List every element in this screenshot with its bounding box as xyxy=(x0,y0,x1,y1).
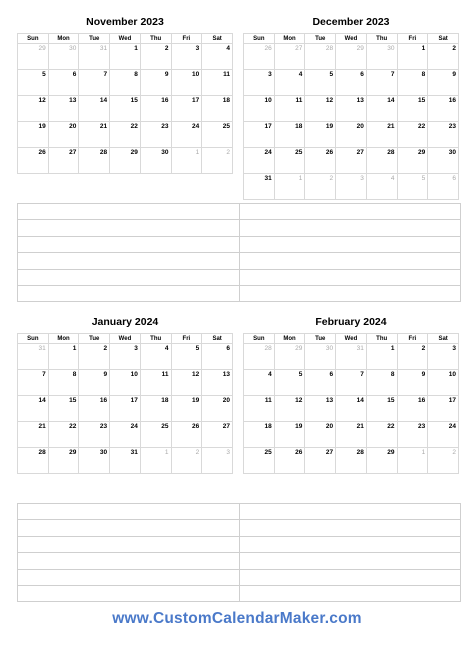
day-cell: 14 xyxy=(79,96,110,122)
week-row xyxy=(244,370,459,396)
day-cell: 31 xyxy=(244,174,275,200)
day-cell: 19 xyxy=(274,422,305,448)
day-cell: 27 xyxy=(336,148,367,174)
month-title: February 2024 xyxy=(315,316,387,328)
day-cell: 14 xyxy=(366,96,397,122)
calendar-grid xyxy=(243,33,459,200)
day-cell-outside-month: 29 xyxy=(274,344,305,370)
weekday-header: Thu xyxy=(140,334,171,344)
day-cell: 4 xyxy=(202,44,233,70)
day-cell: 8 xyxy=(366,370,397,396)
weekday-header: Sat xyxy=(202,34,233,44)
day-cell: 2 xyxy=(428,44,459,70)
day-cell: 1 xyxy=(366,344,397,370)
day-cell-outside-month: 5 xyxy=(397,174,428,200)
weekday-header: Thu xyxy=(140,34,171,44)
day-cell: 1 xyxy=(110,44,141,70)
day-cell: 20 xyxy=(305,422,336,448)
day-cell: 8 xyxy=(397,70,428,96)
weekday-header: Tue xyxy=(305,34,336,44)
day-cell: 22 xyxy=(366,422,397,448)
day-cell-outside-month: 30 xyxy=(48,44,79,70)
notes-row xyxy=(18,204,460,220)
day-cell-outside-month: 26 xyxy=(244,44,275,70)
calendar-grid xyxy=(17,333,233,474)
day-cell: 17 xyxy=(110,396,141,422)
day-cell: 25 xyxy=(202,122,233,148)
day-cell: 8 xyxy=(110,70,141,96)
notes-row xyxy=(18,570,460,586)
day-cell-outside-month: 29 xyxy=(18,44,49,70)
week-row xyxy=(244,44,459,70)
notes-row xyxy=(18,553,460,569)
weekday-header: Mon xyxy=(48,34,79,44)
day-cell: 13 xyxy=(202,370,233,396)
day-cell: 1 xyxy=(48,344,79,370)
weekday-header: Fri xyxy=(171,334,202,344)
month-calendar-january-2024 xyxy=(17,314,233,474)
week-row xyxy=(244,448,459,474)
day-cell: 5 xyxy=(305,70,336,96)
weekday-header: Sun xyxy=(244,334,275,344)
notes-row xyxy=(18,270,460,286)
day-cell-outside-month: 2 xyxy=(202,148,233,174)
notes-row xyxy=(18,586,460,601)
day-cell-outside-month: 29 xyxy=(336,44,367,70)
week-row xyxy=(244,70,459,96)
weekday-header: Sat xyxy=(428,334,459,344)
weekday-header: Sun xyxy=(18,34,49,44)
day-cell: 18 xyxy=(140,396,171,422)
day-cell-outside-month: 30 xyxy=(366,44,397,70)
day-cell: 26 xyxy=(171,422,202,448)
day-cell: 9 xyxy=(397,370,428,396)
day-cell: 15 xyxy=(110,96,141,122)
day-cell: 19 xyxy=(18,122,49,148)
week-row xyxy=(244,148,459,174)
day-cell: 31 xyxy=(110,448,141,474)
day-cell: 10 xyxy=(110,370,141,396)
weekday-header: Tue xyxy=(79,34,110,44)
day-cell: 5 xyxy=(18,70,49,96)
weekday-header: Fri xyxy=(397,34,428,44)
day-cell: 16 xyxy=(397,396,428,422)
day-cell-outside-month: 2 xyxy=(428,448,459,474)
day-cell: 11 xyxy=(140,370,171,396)
day-cell: 17 xyxy=(428,396,459,422)
day-cell: 18 xyxy=(244,422,275,448)
weekday-header: Sat xyxy=(428,34,459,44)
day-cell: 25 xyxy=(140,422,171,448)
week-row xyxy=(18,344,233,370)
day-cell: 29 xyxy=(48,448,79,474)
day-cell: 28 xyxy=(79,148,110,174)
day-cell-outside-month: 1 xyxy=(274,174,305,200)
day-cell: 1 xyxy=(397,44,428,70)
notes-row xyxy=(18,220,460,236)
day-cell: 26 xyxy=(18,148,49,174)
day-cell: 7 xyxy=(366,70,397,96)
day-cell: 21 xyxy=(79,122,110,148)
day-cell: 14 xyxy=(18,396,49,422)
day-cell: 3 xyxy=(428,344,459,370)
day-cell: 21 xyxy=(336,422,367,448)
month-calendar-november-2023 xyxy=(17,14,233,174)
week-row xyxy=(18,122,233,148)
month-calendar-december-2023 xyxy=(243,14,459,200)
weekday-header: Wed xyxy=(336,334,367,344)
day-cell: 20 xyxy=(48,122,79,148)
day-cell-outside-month: 1 xyxy=(140,448,171,474)
day-cell-outside-month: 1 xyxy=(171,148,202,174)
day-cell: 25 xyxy=(244,448,275,474)
day-cell: 19 xyxy=(171,396,202,422)
day-cell-outside-month: 28 xyxy=(244,344,275,370)
day-cell: 26 xyxy=(274,448,305,474)
month-title: November 2023 xyxy=(86,16,164,28)
day-cell-outside-month: 31 xyxy=(79,44,110,70)
day-cell: 24 xyxy=(171,122,202,148)
month-title: December 2023 xyxy=(312,16,390,28)
day-cell: 16 xyxy=(79,396,110,422)
day-cell: 10 xyxy=(171,70,202,96)
day-cell: 28 xyxy=(366,148,397,174)
notes-row xyxy=(18,253,460,269)
week-row xyxy=(244,122,459,148)
weekday-header: Wed xyxy=(110,34,141,44)
weekday-header: Sat xyxy=(202,334,233,344)
day-cell: 24 xyxy=(110,422,141,448)
day-cell: 7 xyxy=(18,370,49,396)
day-cell: 23 xyxy=(428,122,459,148)
day-cell-outside-month: 6 xyxy=(428,174,459,200)
day-cell: 2 xyxy=(79,344,110,370)
week-row xyxy=(244,174,459,200)
day-cell: 17 xyxy=(171,96,202,122)
day-cell: 5 xyxy=(171,344,202,370)
notes-row xyxy=(18,286,460,301)
day-cell: 15 xyxy=(397,96,428,122)
weekday-header: Wed xyxy=(110,334,141,344)
weekday-header: Wed xyxy=(336,34,367,44)
day-cell-outside-month: 27 xyxy=(274,44,305,70)
day-cell: 2 xyxy=(397,344,428,370)
day-cell: 19 xyxy=(305,122,336,148)
weekday-header: Thu xyxy=(366,334,397,344)
notes-area-bottom xyxy=(17,503,461,602)
notes-row xyxy=(18,537,460,553)
day-cell-outside-month: 1 xyxy=(397,448,428,474)
day-cell: 29 xyxy=(110,148,141,174)
week-row xyxy=(18,422,233,448)
day-cell-outside-month: 28 xyxy=(305,44,336,70)
day-cell: 9 xyxy=(79,370,110,396)
day-cell-outside-month: 3 xyxy=(336,174,367,200)
week-row xyxy=(18,370,233,396)
calendar-grid xyxy=(243,333,459,474)
week-row xyxy=(18,448,233,474)
day-cell: 11 xyxy=(244,396,275,422)
day-cell: 24 xyxy=(244,148,275,174)
day-cell: 12 xyxy=(18,96,49,122)
notes-row xyxy=(18,237,460,253)
day-cell: 12 xyxy=(305,96,336,122)
week-row xyxy=(18,396,233,422)
day-cell: 7 xyxy=(336,370,367,396)
day-cell: 16 xyxy=(428,96,459,122)
day-cell: 6 xyxy=(305,370,336,396)
day-cell: 30 xyxy=(79,448,110,474)
day-cell: 21 xyxy=(366,122,397,148)
weekday-header: Mon xyxy=(274,334,305,344)
day-cell-outside-month: 4 xyxy=(366,174,397,200)
day-cell: 27 xyxy=(48,148,79,174)
day-cell: 3 xyxy=(110,344,141,370)
day-cell: 18 xyxy=(274,122,305,148)
day-cell: 28 xyxy=(336,448,367,474)
day-cell: 6 xyxy=(202,344,233,370)
day-cell: 3 xyxy=(244,70,275,96)
week-row xyxy=(18,44,233,70)
day-cell: 15 xyxy=(48,396,79,422)
day-cell: 10 xyxy=(428,370,459,396)
day-cell: 5 xyxy=(274,370,305,396)
day-cell: 30 xyxy=(428,148,459,174)
day-cell-outside-month: 3 xyxy=(202,448,233,474)
day-cell: 22 xyxy=(397,122,428,148)
day-cell: 12 xyxy=(274,396,305,422)
weekday-header: Tue xyxy=(79,334,110,344)
weekday-header: Mon xyxy=(274,34,305,44)
day-cell: 21 xyxy=(18,422,49,448)
day-cell: 14 xyxy=(336,396,367,422)
day-cell: 23 xyxy=(140,122,171,148)
month-calendar-february-2024 xyxy=(243,314,459,474)
day-cell: 16 xyxy=(140,96,171,122)
day-cell: 29 xyxy=(397,148,428,174)
day-cell: 23 xyxy=(79,422,110,448)
week-row xyxy=(244,396,459,422)
day-cell: 4 xyxy=(140,344,171,370)
week-row xyxy=(18,70,233,96)
day-cell: 30 xyxy=(140,148,171,174)
day-cell: 4 xyxy=(274,70,305,96)
weekday-header: Thu xyxy=(366,34,397,44)
day-cell: 23 xyxy=(397,422,428,448)
day-cell: 9 xyxy=(428,70,459,96)
week-row xyxy=(18,96,233,122)
day-cell: 13 xyxy=(48,96,79,122)
day-cell: 15 xyxy=(366,396,397,422)
day-cell: 20 xyxy=(202,396,233,422)
day-cell-outside-month: 31 xyxy=(18,344,49,370)
notes-area-top xyxy=(17,203,461,302)
day-cell: 24 xyxy=(428,422,459,448)
day-cell: 2 xyxy=(140,44,171,70)
day-cell: 11 xyxy=(274,96,305,122)
week-row xyxy=(18,148,233,174)
day-cell: 8 xyxy=(48,370,79,396)
weekday-header: Sun xyxy=(18,334,49,344)
weekday-header: Mon xyxy=(48,334,79,344)
day-cell: 26 xyxy=(305,148,336,174)
day-cell-outside-month: 2 xyxy=(305,174,336,200)
calendar-grid xyxy=(17,33,233,174)
footer-website-link[interactable]: www.CustomCalendarMaker.com xyxy=(112,610,362,627)
week-row xyxy=(244,344,459,370)
day-cell: 6 xyxy=(336,70,367,96)
day-cell-outside-month: 2 xyxy=(171,448,202,474)
day-cell: 29 xyxy=(366,448,397,474)
day-cell: 13 xyxy=(336,96,367,122)
month-title: January 2024 xyxy=(91,316,159,328)
day-cell-outside-month: 31 xyxy=(336,344,367,370)
day-cell: 10 xyxy=(244,96,275,122)
week-row xyxy=(244,422,459,448)
day-cell: 6 xyxy=(48,70,79,96)
day-cell: 27 xyxy=(202,422,233,448)
day-cell: 28 xyxy=(18,448,49,474)
weekday-header: Tue xyxy=(305,334,336,344)
day-cell: 4 xyxy=(244,370,275,396)
day-cell: 3 xyxy=(171,44,202,70)
day-cell: 22 xyxy=(110,122,141,148)
day-cell: 13 xyxy=(305,396,336,422)
weekday-header: Fri xyxy=(397,334,428,344)
day-cell: 17 xyxy=(244,122,275,148)
day-cell: 27 xyxy=(305,448,336,474)
day-cell: 18 xyxy=(202,96,233,122)
day-cell: 11 xyxy=(202,70,233,96)
day-cell: 7 xyxy=(79,70,110,96)
weekday-header: Sun xyxy=(244,34,275,44)
day-cell: 12 xyxy=(171,370,202,396)
day-cell: 22 xyxy=(48,422,79,448)
weekday-header: Fri xyxy=(171,34,202,44)
day-cell-outside-month: 30 xyxy=(305,344,336,370)
notes-row xyxy=(18,520,460,536)
day-cell: 9 xyxy=(140,70,171,96)
day-cell: 25 xyxy=(274,148,305,174)
notes-row xyxy=(18,504,460,520)
day-cell: 20 xyxy=(336,122,367,148)
week-row xyxy=(244,96,459,122)
